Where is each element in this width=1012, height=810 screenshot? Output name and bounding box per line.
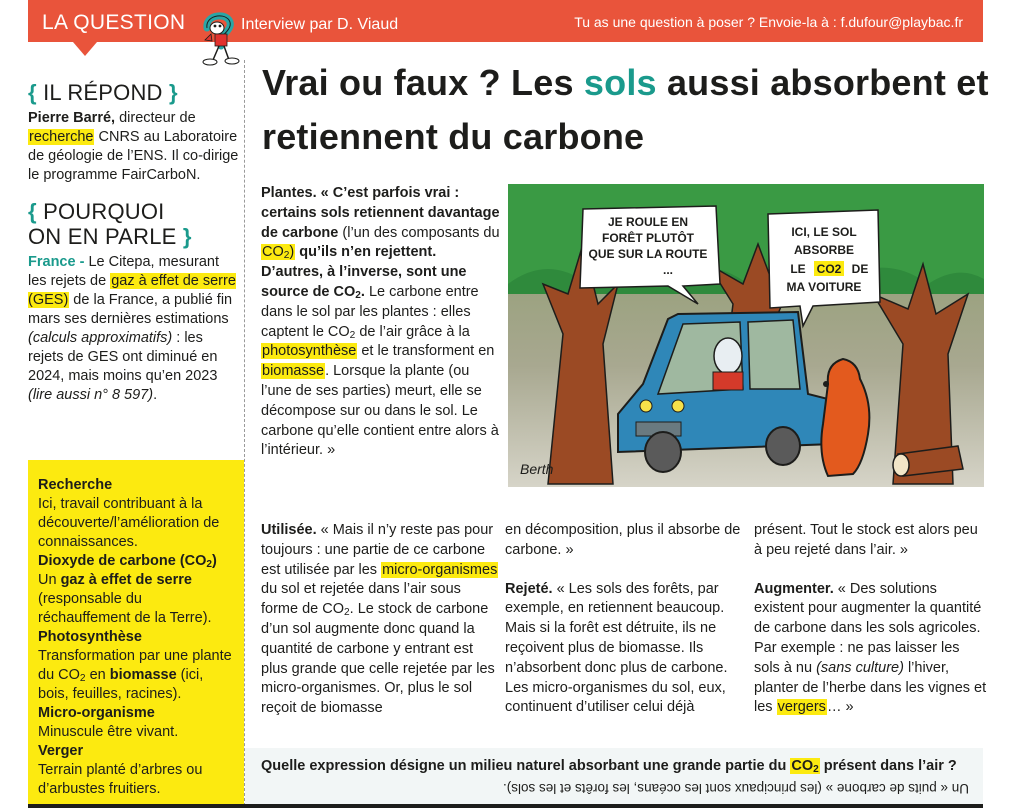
- section-rejete: Rejeté. « Les sols des forêts, par exemple, en retiennent beaucoup. Mais si la forêt est détruite, ils ne reçoivent plus de biomasse. Ils n’absorbent donc plus de carbone. Les micro-organismes du sol, eux, continuent d’utiliser celui déjà: [505, 580, 728, 716]
- svg-text:FORÊT PLUTÔT: FORÊT PLUTÔT: [602, 231, 694, 245]
- header-banner: [28, 0, 983, 42]
- svg-text:DE: DE: [851, 262, 869, 276]
- highlight-vergers[interactable]: vergers: [777, 699, 826, 716]
- respondent-heading: { IL RÉPOND }: [28, 80, 178, 105]
- glossary-item: Micro-organisme Minuscule être vivant.: [38, 705, 179, 740]
- svg-text:LE: LE: [790, 262, 806, 276]
- question-mark-mascot-icon: [197, 10, 243, 68]
- section-utilisee: Utilisée. « Mais il n’y reste pas pour toujours : une partie de ce carbone est utilisée par les micro-organismes du sol et rejetée dans l’air sous forme de $CO_2$. Le stock de carbone d’un sol augmente donc quand la quantité de carbone y entrant est plus grande que celle rejetée par les micro-organismes. Or, plus le sol reçoit de biomasse: [261, 522, 498, 717]
- column-divider: [244, 60, 245, 806]
- highlight-biomasse[interactable]: biomasse: [262, 363, 325, 380]
- byline: Interview par D. Viaud: [241, 16, 399, 33]
- highlight-photosynthese[interactable]: photosynthèse: [262, 343, 357, 360]
- highlight-co2-quiz[interactable]: $CO_2$: [791, 758, 819, 775]
- glossary-box: [28, 460, 244, 805]
- svg-text:Berth: Berth: [520, 461, 554, 477]
- section-kicker: LA QUESTION: [42, 11, 186, 34]
- contact-line[interactable]: Tu as une question à poser ? Envoie-la à : f.dufour@playbac.fr: [574, 14, 963, 30]
- brace-close-icon: }: [182, 224, 192, 249]
- brace-close-icon: }: [168, 80, 178, 105]
- quiz-question: Quelle expression désigne un milieu naturel absorbant une grande partie du $CO_2$ présent dans l’air ?: [261, 758, 957, 775]
- forest-car-cartoon-icon: [508, 184, 984, 487]
- context-text: France - Le Citepa, mesurant les rejets de gaz à effet de serre (GES) de la France, a publié fin mars ses dernières estimations (calculs approximatifs) : les rejets de GES ont diminué en 2024, mais moins qu’en 2023 (lire aussi n° 8 597).: [28, 254, 236, 403]
- article-title: Vrai ou faux ? Les sols aussi absorbent et retiennent du carbone: [262, 62, 989, 157]
- respondent-bio: Pierre Barré, directeur de recherche CNRS au Laboratoire de géologie de l’ENS. Il co-dirige le programme FairCarboN.: [28, 110, 239, 183]
- glossary-item: Recherche Ici, travail contribuant à la découverte/l’amélioration de connaissances.: [38, 477, 220, 550]
- brace-open-icon: {: [28, 80, 37, 105]
- svg-text:ICI, LE SOL: ICI, LE SOL: [791, 225, 857, 239]
- svg-text:QUE SUR LA ROUTE: QUE SUR LA ROUTE: [588, 247, 708, 261]
- glossary-item: Verger Terrain planté d’arbres ou d’arbustes fruitiers.: [38, 743, 203, 797]
- context-heading: { POURQUOI ON EN PARLE }: [28, 199, 192, 249]
- section-plantes: Plantes. « C’est parfois vrai : certains sols retiennent davantage de carbone (l’un des composants du $CO_2$) qu’ils n’en rejettent. D’autres, à l’inverse, sont une source de $CO_2$. Le carbone entre dans le sol par les plantes : elles captent le $CO_2$ de l’air grâce à la photosynthèse et le transforment en biomasse. Lorsque la plante (ou l’une de ses parties) meurt, elle se décompose sur ou dans le sol. Le carbone qu’elle contient entre alors à l’intérieur. »: [261, 185, 500, 459]
- highlight-micro-organismes[interactable]: micro-organismes: [382, 561, 498, 578]
- bottom-rule: [28, 804, 983, 808]
- svg-text:JE ROULE EN: JE ROULE EN: [607, 215, 689, 229]
- column-right: présent. Tout le stock est alors peu à peu rejeté dans l’air. » Augmenter. « Des solutions existent pour augmenter la quantité de carbone dans les sols agricoles. Par exemple : ne pas laisser les sols à nu (sans culture) l’hiver, planter de l’herbe dans les vignes et les vergers… »: [754, 521, 989, 718]
- highlight-ges[interactable]: gaz à effet de serre (GES): [28, 273, 236, 308]
- brace-open-icon: {: [28, 199, 37, 224]
- quiz-box: [245, 748, 983, 804]
- section-augmenter: Augmenter. « Des solutions existent pour augmenter la quantité de carbone dans les sols agricoles. Par exemple : ne pas laisser les sols à nu (sans culture) l’hiver, planter de l’herbe dans les vignes et les vergers… »: [754, 580, 987, 716]
- column-middle: en décomposition, plus il absorbe de carbone. » Rejeté. « Les sols des forêts, par exemple, en retiennent beaucoup. Mais si la forêt est détruite, ils ne reçoivent plus de biomasse. Ils n’absorbent donc plus de carbone. Les micro-organismes du sol, eux, continuent d’utiliser celui déjà: [505, 521, 745, 718]
- svg-text:...: ...: [662, 263, 674, 277]
- header-notch: [73, 42, 97, 56]
- quiz-answer-upside-down: Un « puits de carbone » (les principaux sont les océans, les forêts et les sols).: [503, 781, 969, 796]
- cartoon-illustration: [508, 184, 984, 487]
- svg-text:CO2: CO2: [816, 262, 842, 276]
- highlight-co2[interactable]: $CO_2$): [262, 244, 295, 262]
- glossary-item: Dioxyde de carbone $(CO_2)$ Un gaz à effet de serre (responsable du réchauffement de la Terre).: [38, 553, 217, 626]
- highlight-recherche[interactable]: recherche: [29, 129, 94, 145]
- svg-text:ABSORBE: ABSORBE: [793, 243, 855, 257]
- svg-text:MA VOITURE: MA VOITURE: [786, 280, 862, 294]
- glossary-item: Photosynthèse Transformation par une plante du $CO_2$ en biomasse (ici, bois, feuilles, racines).: [38, 629, 232, 702]
- sidebar: [28, 80, 240, 405]
